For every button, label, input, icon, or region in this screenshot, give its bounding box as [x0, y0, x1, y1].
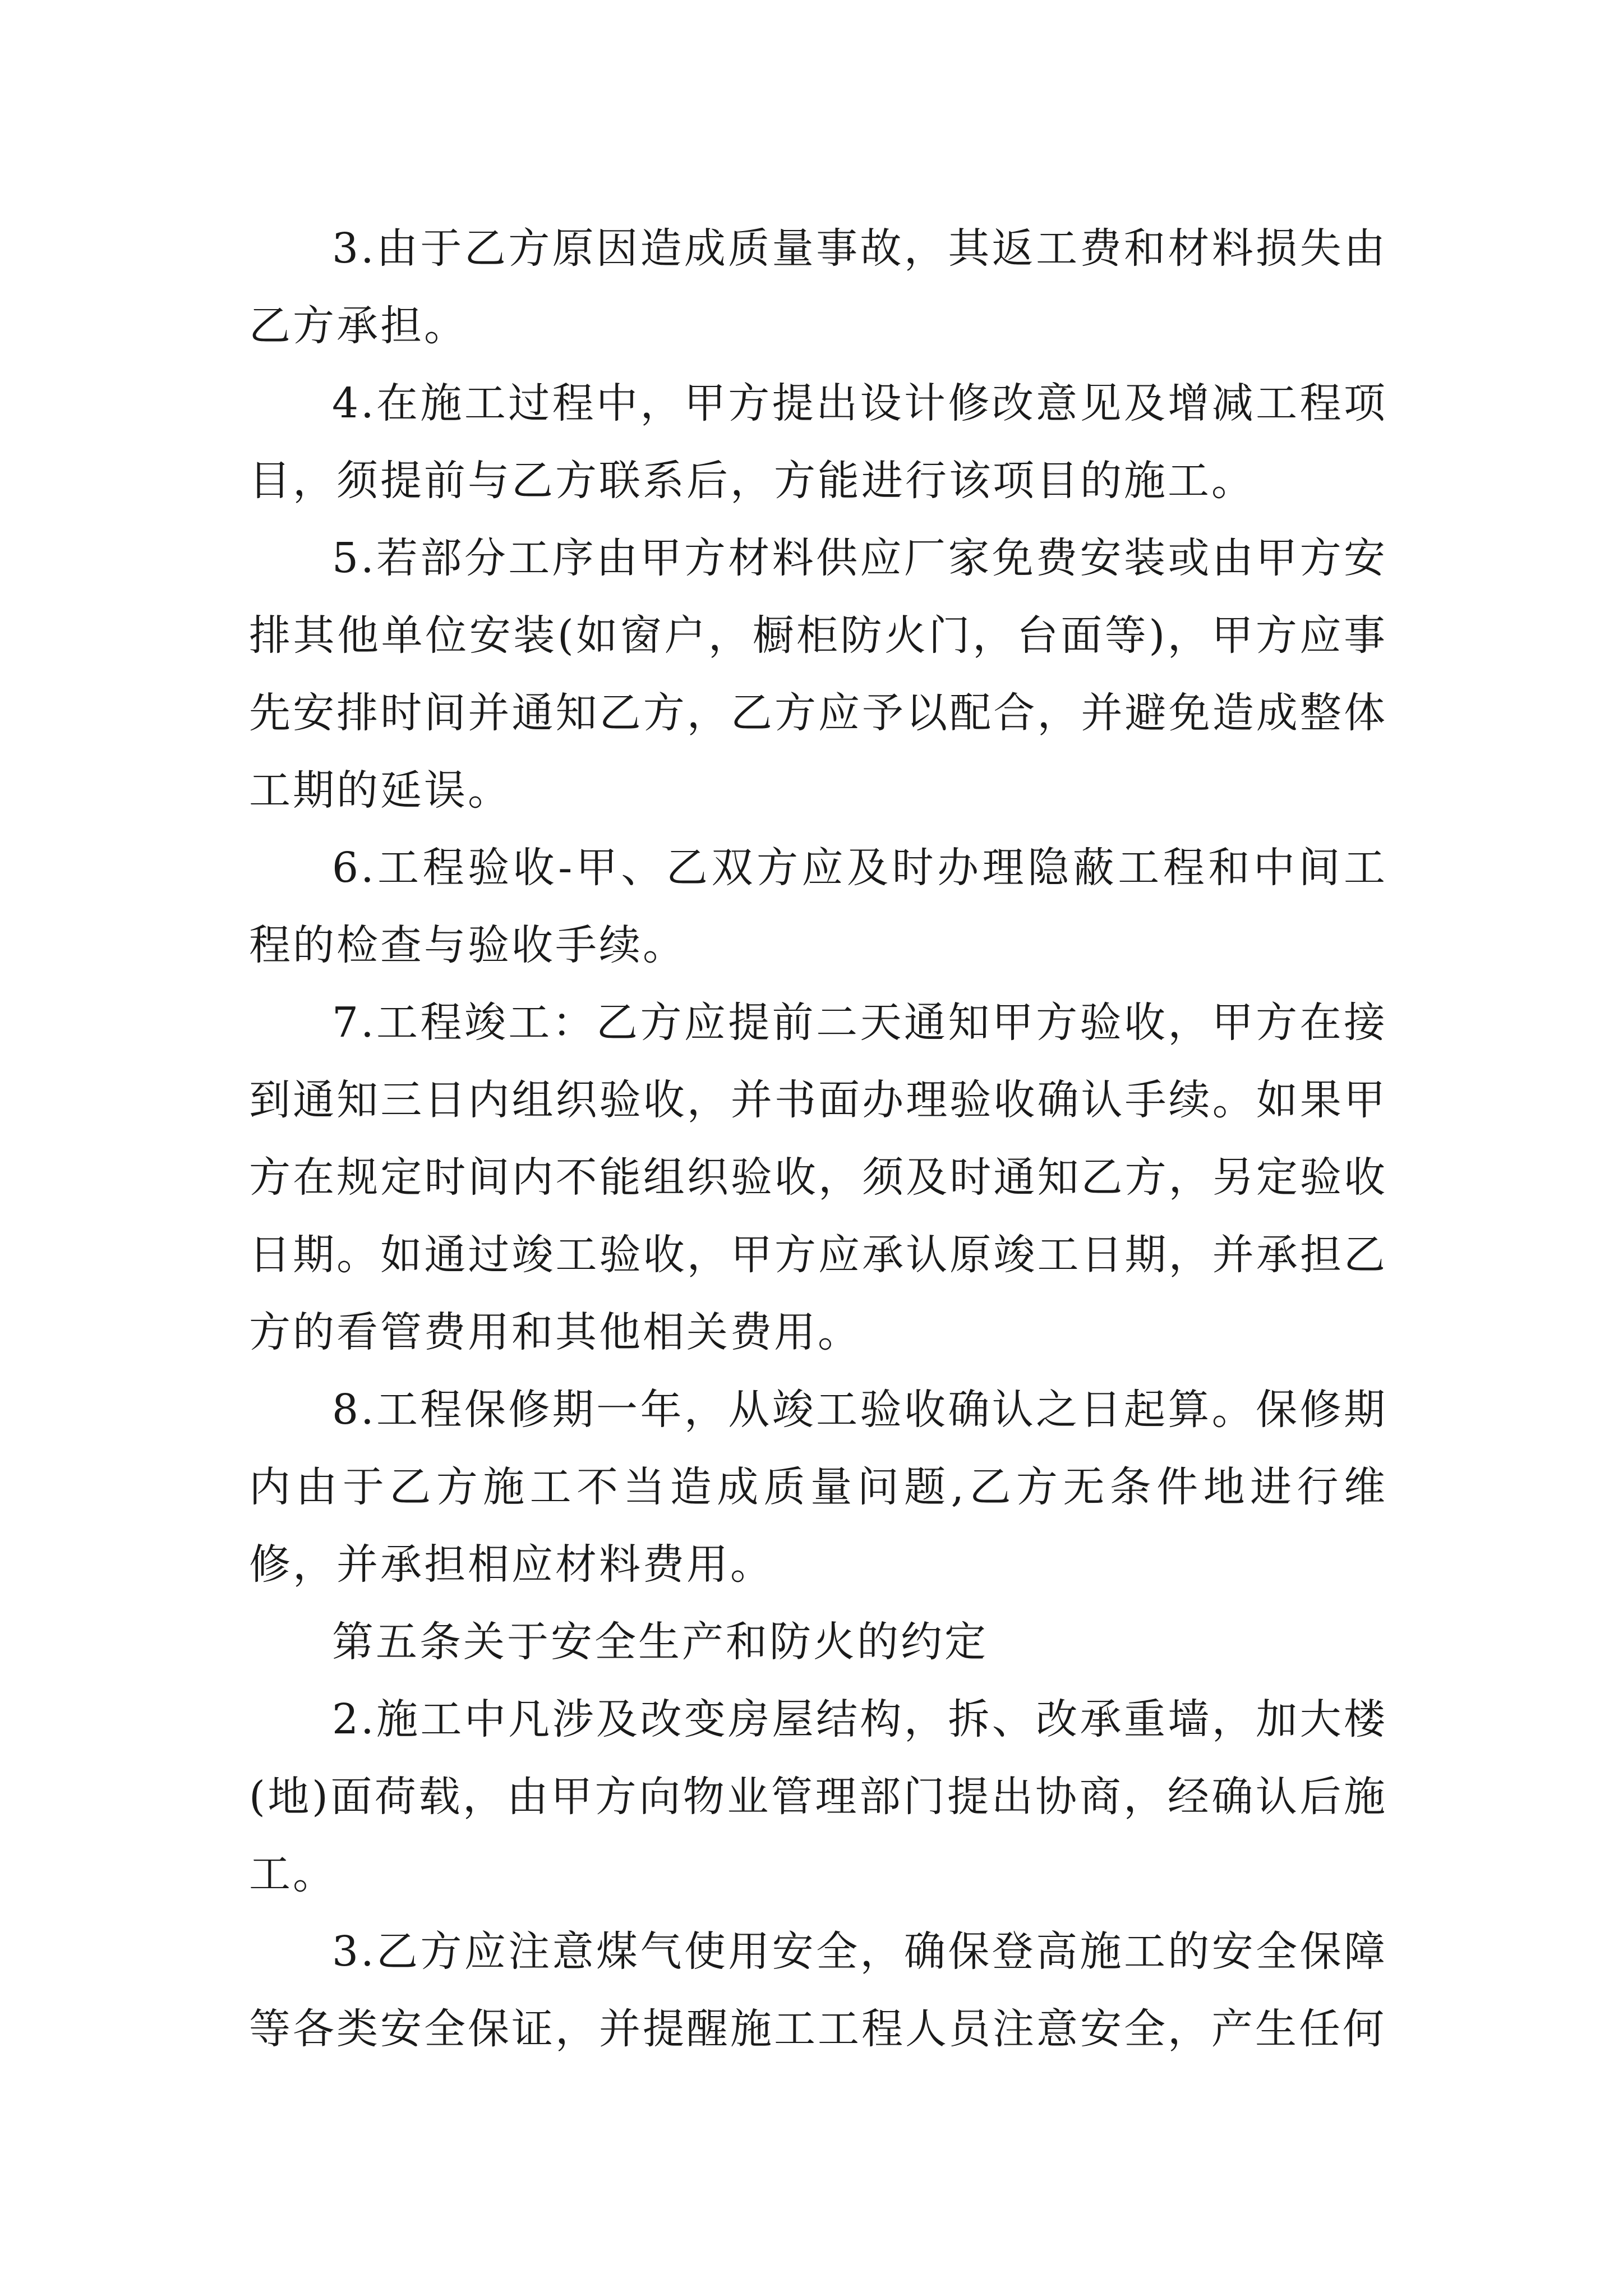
paragraph-2-structure-changes: 2.施工中凡涉及改变房屋结构，拆、改承重墙，加大楼(地)面荷载，由甲方向物业管理部门提出协商，经确认后施工。	[249, 1695, 1387, 1898]
paragraph-3-gas-safety: 3.乙方应注意煤气使用安全，确保登高施工的安全保障等各类安全保证，并提醒施工工程人员注意安全，产生任何	[249, 1927, 1387, 2053]
section-heading-article-5: 第五条关于安全生产和防火的约定	[332, 1618, 988, 1666]
paragraph-3-quality-accident: 3.由于乙方原因造成质量事故，其返工费和材料损失由乙方承担。	[249, 224, 1387, 350]
paragraph-8-warranty: 8.工程保修期一年，从竣工验收确认之日起算。保修期内由于乙方施工不当造成质量问题,乙方无条件地进行维修，并承担相应材料费用。	[249, 1386, 1387, 1589]
paragraph-6-acceptance: 6.工程验收-甲、乙双方应及时办理隐蔽工程和中间工程的检查与验收手续。	[249, 844, 1387, 969]
paragraph-4-design-changes: 4.在施工过程中，甲方提出设计修改意见及增减工程项目，须提前与乙方联系后，方能进行该项目的施工。	[249, 379, 1387, 505]
paragraph-7-completion: 7.工程竣工：乙方应提前二天通知甲方验收，甲方在接到通知三日内组织验收，并书面办理验收确认手续。如果甲方在规定时间内不能组织验收，须及时通知乙方，另定验收日期。如通过竣工验收，甲方应承认原竣工日期，并承担乙方的看管费用和其他相关费用。	[249, 999, 1387, 1356]
paragraph-5-third-party-install: 5.若部分工序由甲方材料供应厂家免费安装或由甲方安排其他单位安装(如窗户，橱柜防火门，台面等)，甲方应事先安排时间并通知乙方，乙方应予以配合，并避免造成整体工期的延误。	[249, 534, 1387, 815]
document-body	[249, 210, 1387, 2068]
